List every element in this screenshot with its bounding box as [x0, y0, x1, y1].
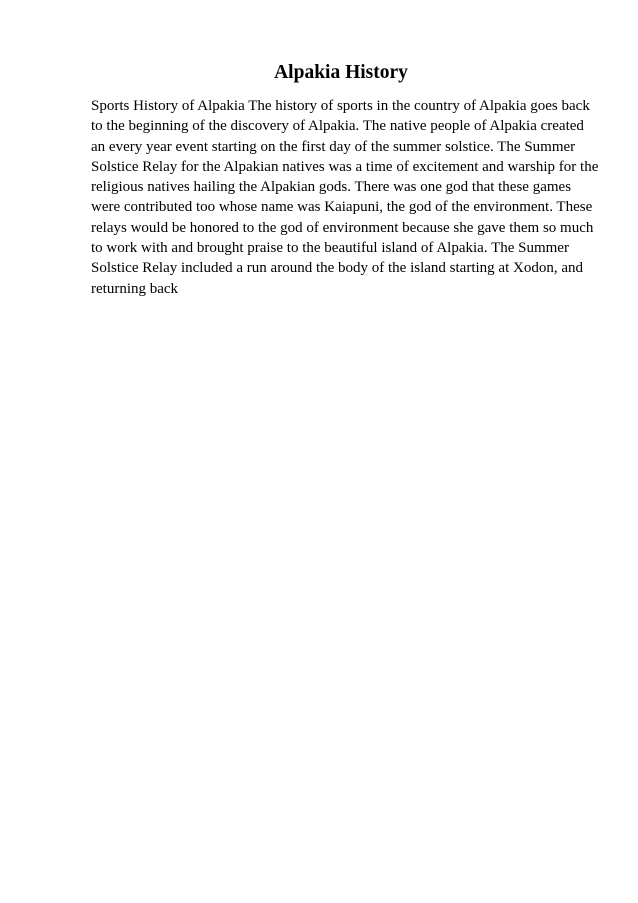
body-line: were contributed too whose name was Kaiapuni, the god of the environment. These	[91, 199, 593, 216]
body-line: to work with and brought praise to the beautiful island of Alpakia. The Summer	[91, 240, 569, 257]
document-body	[91, 96, 599, 299]
body-line: religious natives hailing the Alpakian gods. There was one god that these games	[91, 179, 572, 196]
document-title: Alpakia History	[274, 62, 408, 83]
body-line: Solstice Relay for the Alpakian natives was a time of excitement and warship for the	[91, 158, 599, 175]
body-line: to the beginning of the discovery of Alpakia. The native people of Alpakia created	[91, 118, 584, 135]
body-line: relays would be honored to the god of environment because she gave them so much	[91, 219, 594, 236]
body-line: Sports History of Alpakia The history of sports in the country of Alpakia goes back	[91, 98, 590, 114]
body-line: an every year event starting on the first day of the summer solstice. The Summer	[91, 138, 576, 155]
body-line: returning back	[91, 280, 179, 297]
body-line: Solstice Relay included a run around the body of the island starting at Xodon, and	[91, 260, 583, 277]
